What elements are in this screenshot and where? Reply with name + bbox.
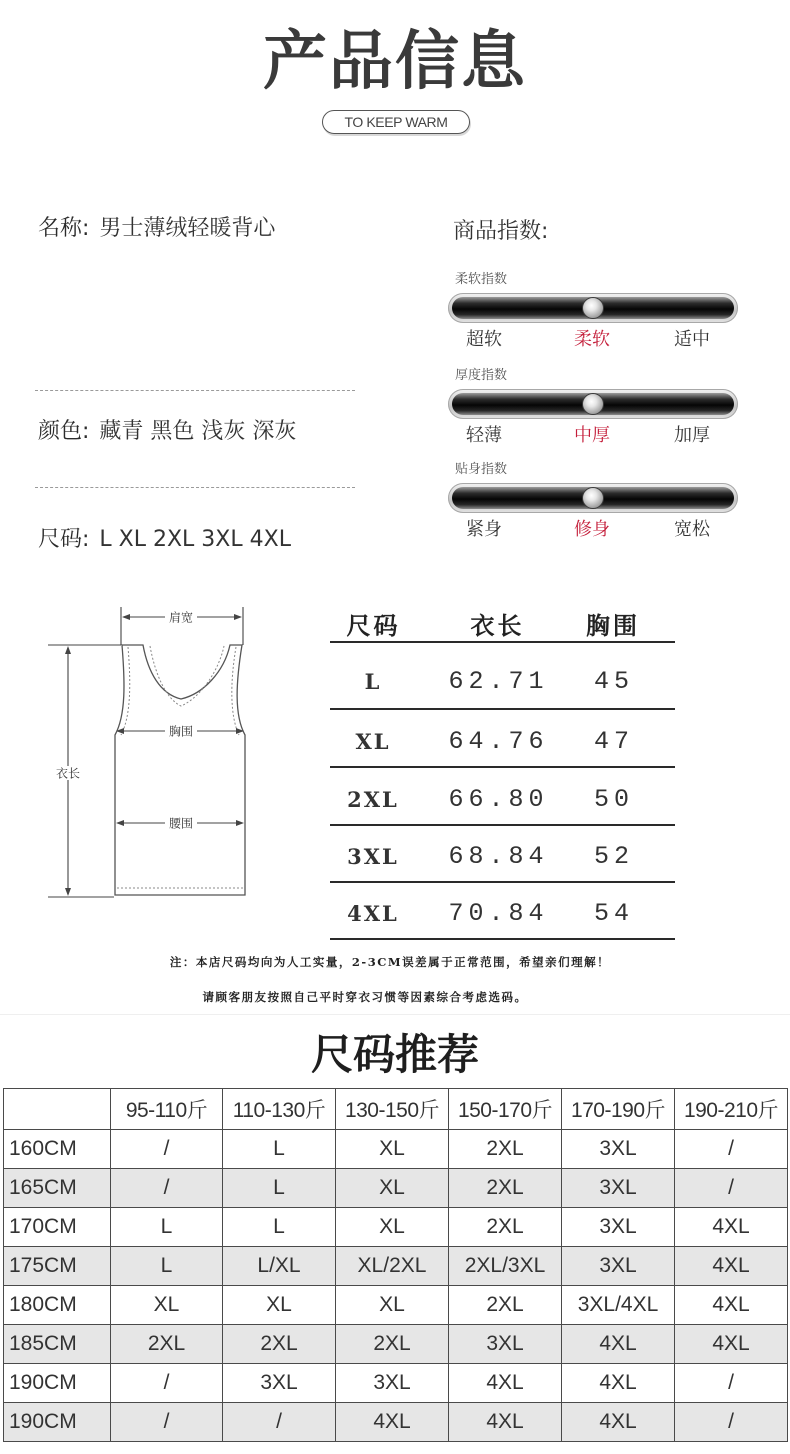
table-row [4, 1169, 788, 1208]
size-cell: 4XL [449, 1403, 562, 1442]
product-color-label: 颜色: [38, 419, 90, 444]
chest-cell: 52 [593, 842, 634, 871]
height-cell: 175CM [4, 1247, 111, 1286]
size-cell: 4XL [675, 1247, 788, 1286]
size-cell: / [111, 1130, 223, 1169]
size-cell: 3XL [449, 1325, 562, 1364]
fit-knob [582, 487, 604, 509]
table-row [4, 1403, 788, 1442]
thickness-knob [582, 393, 604, 415]
fit-index [448, 458, 738, 542]
arrowhead-icon [234, 614, 242, 620]
size-cell: 4XL [449, 1364, 562, 1403]
size-cell: 2XL [449, 1169, 562, 1208]
arrowhead-icon [65, 888, 71, 896]
size-cell: 4XL [562, 1364, 675, 1403]
table-row [330, 768, 675, 826]
size-cell: / [111, 1169, 223, 1208]
size-chart [330, 605, 675, 940]
table-row [4, 1247, 788, 1286]
size-cell: 4XL [675, 1286, 788, 1325]
recommend-title: 尺码推荐 [310, 1030, 479, 1079]
size-cell: 4XL [675, 1208, 788, 1247]
height-cell: 180CM [4, 1286, 111, 1325]
softness-index-label: 柔软指数 [455, 272, 508, 287]
size-cell: 2XL [449, 1130, 562, 1169]
size-cell: XL [111, 1286, 223, 1325]
weight-header: 110-130斤 [223, 1089, 336, 1130]
selection-note: 请顾客朋友按照自己平时穿衣习惯等因素综合考虑选码。 [202, 990, 528, 1004]
fit-index-label: 贴身指数 [455, 462, 508, 477]
height-cell: 170CM [4, 1208, 111, 1247]
thickness-option-low: 轻薄 [466, 425, 502, 446]
size-cell: 2XL [347, 786, 399, 812]
table-row [4, 1325, 788, 1364]
size-cell: 3XL [347, 844, 399, 869]
thickness-option-high: 加厚 [674, 425, 710, 446]
length-cell: 66.80 [448, 784, 549, 814]
size-cell: XL/2XL [336, 1247, 449, 1286]
product-size-row [38, 526, 291, 554]
table-row [330, 826, 675, 883]
size-cell: L [111, 1208, 223, 1247]
table-row [4, 1364, 788, 1403]
size-cell: / [675, 1169, 788, 1208]
size-cell: 2XL/3XL [449, 1247, 562, 1286]
product-color-value: 藏青 黑色 浅灰 深灰 [99, 419, 297, 444]
softness-option-low: 超软 [466, 329, 502, 350]
size-cell: 2XL [449, 1208, 562, 1247]
length-cell: 70.84 [448, 899, 549, 928]
weight-header: 190-210斤 [675, 1089, 788, 1130]
size-cell: 3XL [562, 1169, 675, 1208]
size-cell: 3XL [562, 1208, 675, 1247]
softness-index [448, 268, 738, 352]
product-name-row [38, 215, 275, 243]
size-cell: 3XL [336, 1364, 449, 1403]
size-cell: 3XL/4XL [562, 1286, 675, 1325]
vest-diagram [40, 600, 255, 905]
softness-option-high: 适中 [674, 329, 710, 350]
size-cell: L [223, 1169, 336, 1208]
header-length: 衣长 [470, 610, 525, 640]
dashed-divider [35, 487, 355, 488]
size-cell: XL [355, 728, 391, 754]
size-cell: 4XL [562, 1403, 675, 1442]
table-row [4, 1130, 788, 1169]
height-cell: 190CM [4, 1403, 111, 1442]
thickness-index [448, 364, 738, 448]
arrowhead-icon [122, 614, 130, 620]
length-cell: 64.76 [448, 726, 549, 756]
length-label: 衣长 [55, 766, 81, 781]
fit-option-mid: 修身 [574, 519, 610, 540]
dashed-divider [35, 390, 355, 391]
table-row [4, 1286, 788, 1325]
size-recommendation-table [3, 1088, 788, 1442]
section-divider [0, 1014, 790, 1015]
table-header-row [4, 1089, 788, 1130]
size-cell: XL [336, 1208, 449, 1247]
size-cell: 2XL [449, 1286, 562, 1325]
length-cell: 68.84 [448, 842, 549, 871]
product-name-value: 男士薄绒轻暖背心 [99, 216, 276, 241]
product-name-label: 名称: [38, 216, 90, 241]
size-cell: / [111, 1364, 223, 1403]
table-row [330, 643, 675, 710]
softness-knob [582, 297, 604, 319]
size-cell: 3XL [223, 1364, 336, 1403]
chest-label: 胸围 [168, 724, 194, 739]
size-chart-header [330, 605, 675, 643]
size-cell: L [223, 1208, 336, 1247]
size-cell: / [223, 1403, 336, 1442]
measurement-note: 注：本店尺码均向为人工实量，2-3CM误差属于正常范围，希望亲们理解！ [169, 955, 611, 969]
size-cell: XL [336, 1286, 449, 1325]
chest-cell: 54 [593, 899, 634, 928]
size-cell: 3XL [562, 1247, 675, 1286]
chest-cell: 50 [593, 784, 634, 814]
weight-header: 95-110斤 [111, 1089, 223, 1130]
size-cell: 2XL [336, 1325, 449, 1364]
size-cell: 4XL [675, 1325, 788, 1364]
chest-cell: 47 [593, 726, 634, 756]
vest-outline [115, 645, 245, 895]
waist-label: 腰围 [168, 816, 194, 831]
shoulder-width-label: 肩宽 [168, 610, 194, 625]
size-cell: 2XL [111, 1325, 223, 1364]
arrowhead-icon [65, 646, 71, 654]
product-index-title: 商品指数: [453, 219, 549, 244]
size-cell: XL [223, 1286, 336, 1325]
weight-header: 130-150斤 [336, 1089, 449, 1130]
size-cell: L/XL [223, 1247, 336, 1286]
height-cell: 185CM [4, 1325, 111, 1364]
corner-cell [4, 1089, 111, 1130]
fit-option-low: 紧身 [466, 519, 502, 540]
size-cell: / [111, 1403, 223, 1442]
height-cell: 165CM [4, 1169, 111, 1208]
thickness-index-label: 厚度指数 [455, 368, 508, 383]
size-cell: XL [336, 1169, 449, 1208]
product-color-row [38, 418, 296, 446]
weight-header: 150-170斤 [449, 1089, 562, 1130]
size-cell: / [675, 1403, 788, 1442]
header-chest: 胸围 [586, 610, 640, 640]
fit-option-high: 宽松 [674, 519, 710, 540]
product-size-label: 尺码: [38, 527, 90, 552]
header-size: 尺码 [346, 610, 401, 640]
size-cell: L [223, 1130, 336, 1169]
height-cell: 160CM [4, 1130, 111, 1169]
table-row [330, 883, 675, 940]
table-row [4, 1208, 788, 1247]
length-cell: 62.71 [448, 667, 549, 696]
size-cell: 4XL [562, 1325, 675, 1364]
chest-cell: 45 [593, 667, 634, 696]
size-cell: L [111, 1247, 223, 1286]
size-cell: / [675, 1364, 788, 1403]
size-cell: L [364, 669, 382, 694]
size-cell: 4XL [336, 1403, 449, 1442]
size-cell: 3XL [562, 1130, 675, 1169]
weight-header: 170-190斤 [562, 1089, 675, 1130]
page-title: 产品信息 [263, 25, 527, 99]
product-size-value: L XL 2XL 3XL 4XL [99, 527, 291, 552]
subtitle-badge: TO KEEP WARM [322, 110, 470, 134]
size-cell: / [675, 1130, 788, 1169]
thickness-option-mid: 中厚 [574, 425, 610, 446]
table-row [330, 710, 675, 768]
size-cell: 2XL [223, 1325, 336, 1364]
height-cell: 190CM [4, 1364, 111, 1403]
size-cell: XL [336, 1130, 449, 1169]
size-cell: 4XL [347, 901, 399, 926]
softness-option-mid: 柔软 [574, 329, 610, 350]
